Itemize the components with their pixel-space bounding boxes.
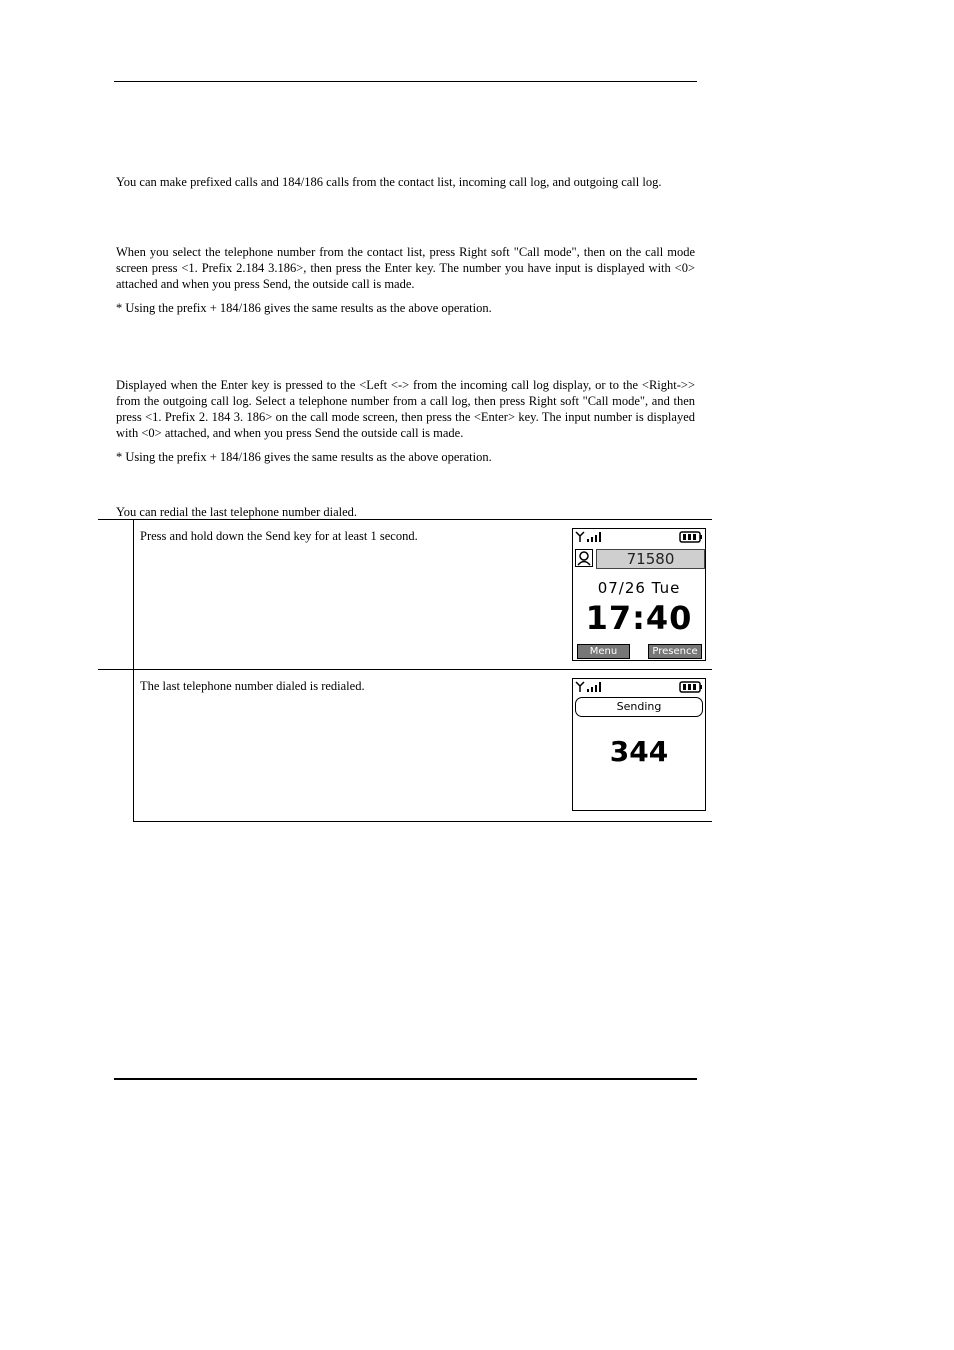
table-rule bbox=[98, 519, 712, 520]
table-rule bbox=[98, 669, 712, 670]
steps-table bbox=[98, 519, 712, 822]
intro-paragraph: You can make prefixed calls and 184/186 calls from the contact list, incoming call log, and outgoing call log. bbox=[116, 175, 662, 189]
table-divider bbox=[133, 519, 134, 822]
header-rule bbox=[114, 81, 697, 82]
status-bar bbox=[575, 531, 703, 543]
dialed-number: 344 bbox=[609, 735, 669, 768]
phone-screen-standby bbox=[572, 528, 706, 661]
step-2-text: The last telephone number dialed is redialed. bbox=[140, 679, 365, 693]
menu-softkey[interactable]: Menu bbox=[577, 644, 630, 659]
time-display: 17:40 bbox=[585, 599, 693, 637]
footer-rule bbox=[114, 1078, 697, 1080]
date-display: 07/26 Tue bbox=[597, 579, 681, 597]
sending-status: Sending bbox=[575, 697, 703, 717]
table-rule bbox=[133, 821, 712, 822]
call-log-paragraph: Displayed when the Enter key is pressed to the <Left <-> from the incoming call log display, or to the <Right->> from the outgoing call log. Select a telephone number from a call log, then press Right soft "Call mode", and then press <1. Prefix 2. 184 3. 186> on the call mode screen, then press the <Enter> key. The input number is displayed with <0> attached, and when you press Send the outside call is made. bbox=[116, 378, 695, 440]
extension-number: 71580 bbox=[596, 549, 705, 569]
contact-icon bbox=[575, 549, 593, 567]
presence-softkey[interactable]: Presence bbox=[648, 644, 702, 659]
step-1-text: Press and hold down the Send key for at least 1 second. bbox=[140, 529, 418, 543]
signal-icon bbox=[575, 531, 603, 543]
prefix-note-2: * Using the prefix + 184/186 gives the same results as the above operation. bbox=[116, 450, 492, 464]
signal-icon bbox=[575, 681, 603, 693]
redial-paragraph: You can redial the last telephone number dialed. bbox=[116, 505, 358, 519]
battery-icon bbox=[679, 681, 703, 693]
prefix-note-1: * Using the prefix + 184/186 gives the same results as the above operation. bbox=[116, 301, 492, 315]
phone-screen-sending bbox=[572, 678, 706, 811]
contact-list-paragraph: When you select the telephone number from the contact list, press Right soft "Call mode", then on the call mode screen press <1. Prefix 2.184 3.186>, then press the Enter key. The number you have input is displayed with <0> attached and when you press Send, the outside call is made. bbox=[116, 245, 695, 291]
status-bar bbox=[575, 681, 703, 693]
battery-icon bbox=[679, 531, 703, 543]
